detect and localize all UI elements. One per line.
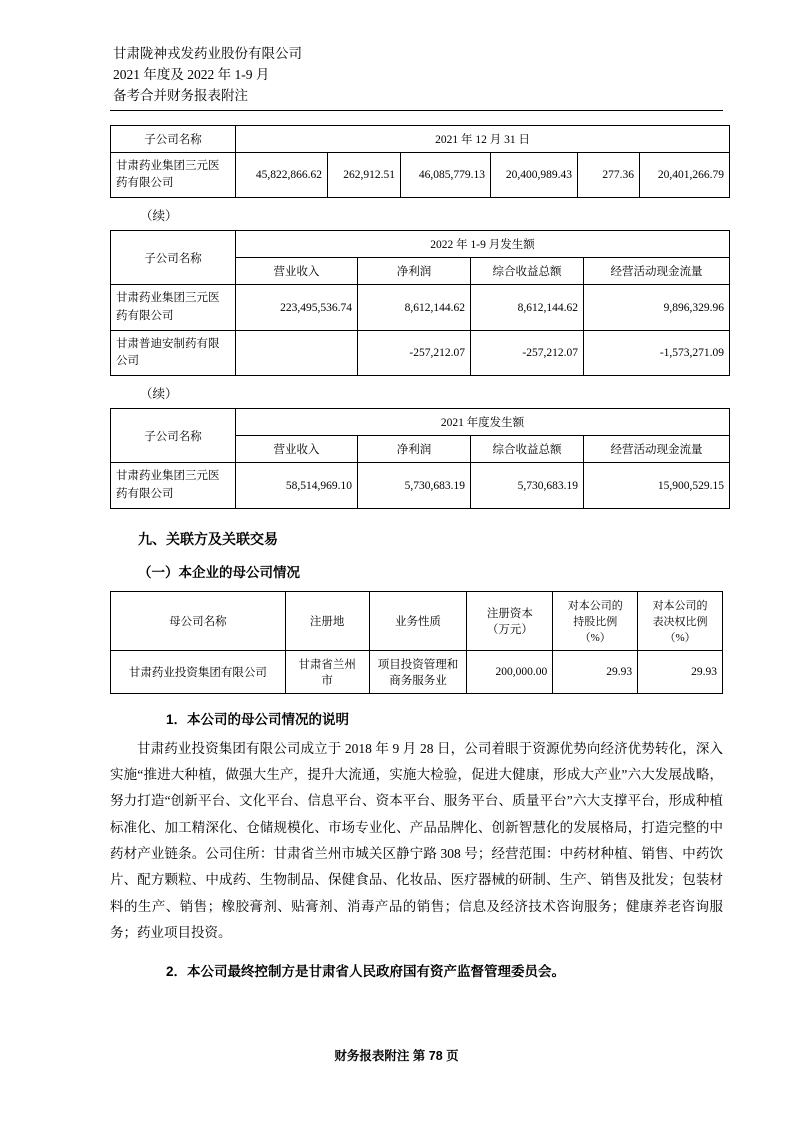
col-header-registered-place: 注册地 — [285, 591, 369, 650]
cell-revenue — [236, 330, 358, 376]
note-1-body: 甘肃药业投资集团有限公司成立于 2018 年 9 月 28 日，公司着眼于资源优势向经济优势转化，深入实施“推进大种植，做强大生产，提升大流通，实施大检验，促进大健康，形成大产业”六大发展战略，努力打造“创新平台、文化平台、信息平台、资本平台、服务平台、质量平台”六大支撑平台，形成种植标准化、加工精深化、仓储规模化、市场专业化、产品品牌化、创新智慧化的发展格局，打造完整的中药材产业链条。公司住所：甘肃省兰州市城关区静宁路 308 号；经营范围：中药材种植、销售、中药饮片、配方颗粒、中成药、生物制品、保健食品、化妆品、医疗器械的研制、生产、销售及批发；包装材料的生产、销售；橡胶膏剂、贴膏剂、消毒产品的销售；信息及经济技术咨询服务；健康养老咨询服务；药业项目投资。 — [110, 740, 723, 940]
cell-value-2: 262,912.51 — [328, 152, 401, 198]
col-header-parent-name: 母公司名称 — [111, 591, 286, 650]
table-row — [111, 125, 730, 152]
table-parent-company — [110, 591, 723, 694]
table-row — [111, 285, 730, 331]
cell-registered-capital: 200,000.00 — [467, 650, 553, 693]
subsection-heading-parent-company: （一）本企业的母公司情况 — [138, 564, 300, 580]
col-header-operating-cashflow: 经营活动现金流量 — [584, 436, 730, 463]
cell-registered-place-line2: 市 — [321, 674, 333, 687]
table-row — [111, 152, 730, 198]
col-header-voting-line3: （%） — [664, 631, 696, 644]
cell-value-4: 20,400,989.43 — [491, 152, 578, 198]
cell-value-1: 45,822,866.62 — [236, 152, 328, 198]
header-period: 2021 年度及 2022 年 1-9 月 — [113, 66, 270, 82]
cell-registered-place — [285, 650, 369, 693]
col-header-shareholding-line2: 持股比例 — [573, 615, 618, 628]
col-header-voting-line2: 表决权比例 — [652, 615, 708, 628]
cell-value-5: 277.36 — [578, 152, 640, 198]
table-subsidiary-income-2022 — [110, 230, 723, 376]
col-header-subsidiary-name: 子公司名称 — [111, 231, 236, 285]
note-2-heading: 2．本公司最终控制方是甘肃省人民政府国有资产监督管理委员会。 — [166, 964, 566, 980]
table-subsidiary-balance-2021 — [110, 125, 723, 199]
page-footer: 财务报表附注 第 78 页 — [334, 1049, 459, 1063]
continued-label-2: （续） — [140, 387, 178, 402]
table-row — [111, 650, 723, 693]
col-header-revenue: 营业收入 — [236, 436, 358, 463]
cell-net-profit: -257,212.07 — [358, 330, 471, 376]
cell-comprehensive-income: 5,730,683.19 — [471, 463, 584, 509]
col-header-registered-capital-line1: 注册资本 — [486, 607, 533, 620]
note-1-heading: 1．本公司的母公司情况的说明 — [166, 711, 350, 727]
cell-net-profit: 8,612,144.62 — [358, 285, 471, 331]
col-header-subsidiary-name: 子公司名称 — [111, 125, 236, 152]
col-header-comprehensive-income: 综合收益总额 — [471, 258, 584, 285]
cell-net-profit: 5,730,683.19 — [358, 463, 471, 509]
header-divider — [110, 110, 723, 111]
document-header — [110, 44, 723, 107]
table-row — [111, 231, 730, 258]
header-company-name: 甘肃陇神戎发药业股份有限公司 — [113, 46, 302, 61]
cell-voting-ratio: 29.93 — [638, 650, 723, 693]
header-doc-type: 备考合并财务报表附注 — [113, 87, 248, 103]
col-header-period: 2021 年 12 月 31 日 — [236, 125, 730, 152]
col-header-period: 2022 年 1-9 月发生额 — [236, 231, 730, 258]
col-header-subsidiary-name: 子公司名称 — [111, 409, 236, 463]
cell-business-nature — [369, 650, 467, 693]
table-subsidiary-income-2021 — [110, 408, 723, 509]
cell-operating-cashflow: 15,900,529.15 — [584, 463, 730, 509]
col-header-registered-capital — [467, 591, 553, 650]
cell-operating-cashflow: -1,573,271.09 — [584, 330, 730, 376]
col-header-business-nature: 业务性质 — [369, 591, 467, 650]
cell-comprehensive-income: -257,212.07 — [471, 330, 584, 376]
col-header-shareholding-line1: 对本公司的 — [567, 599, 623, 612]
cell-value-6: 20,401,266.79 — [640, 152, 730, 198]
table-row — [111, 330, 730, 376]
cell-comprehensive-income: 8,612,144.62 — [471, 285, 584, 331]
col-header-net-profit: 净利润 — [358, 258, 471, 285]
col-header-net-profit: 净利润 — [358, 436, 471, 463]
col-header-comprehensive-income: 综合收益总额 — [471, 436, 584, 463]
cell-subsidiary-name: 甘肃普迪安制药有限公司 — [111, 330, 236, 376]
cell-operating-cashflow: 9,896,329.96 — [584, 285, 730, 331]
table-row — [111, 591, 723, 650]
cell-parent-name: 甘肃药业投资集团有限公司 — [111, 650, 286, 693]
section-heading-related-parties: 九、关联方及关联交易 — [138, 530, 278, 547]
cell-subsidiary-name: 甘肃药业集团三元医药有限公司 — [111, 152, 236, 198]
continued-label-1: （续） — [140, 209, 178, 224]
col-header-operating-cashflow: 经营活动现金流量 — [584, 258, 730, 285]
table-row — [111, 463, 730, 509]
col-header-shareholding-ratio — [553, 591, 638, 650]
cell-revenue: 58,514,969.10 — [236, 463, 358, 509]
cell-business-nature-line1: 项目投资管理和 — [377, 658, 459, 671]
cell-business-nature-line2: 商务服务业 — [389, 674, 447, 687]
cell-subsidiary-name: 甘肃药业集团三元医药有限公司 — [111, 285, 236, 331]
col-header-voting-line1: 对本公司的 — [652, 599, 708, 612]
cell-value-3: 46,085,779.13 — [401, 152, 491, 198]
col-header-voting-ratio — [638, 591, 723, 650]
table-row — [111, 409, 730, 436]
col-header-revenue: 营业收入 — [236, 258, 358, 285]
col-header-registered-capital-line2: （万元） — [486, 623, 533, 636]
col-header-period: 2021 年度发生额 — [236, 409, 730, 436]
cell-revenue: 223,495,536.74 — [236, 285, 358, 331]
col-header-shareholding-line3: （%） — [579, 631, 611, 644]
cell-shareholding-ratio: 29.93 — [553, 650, 638, 693]
cell-registered-place-line1: 甘肃省兰州 — [298, 658, 356, 671]
cell-subsidiary-name: 甘肃药业集团三元医药有限公司 — [111, 463, 236, 509]
